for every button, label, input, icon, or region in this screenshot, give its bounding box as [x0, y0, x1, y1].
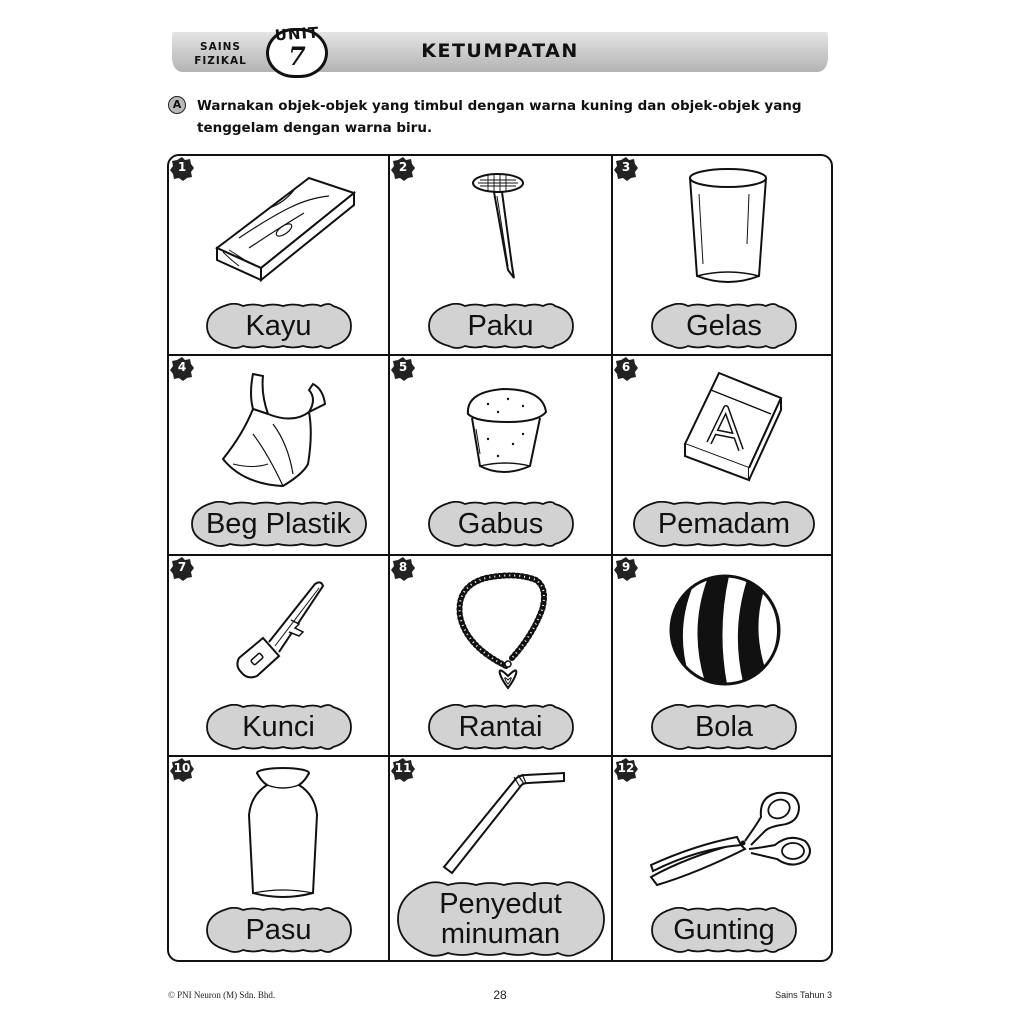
unit-word: UNIT — [274, 23, 320, 45]
item-number: 3 — [621, 160, 631, 174]
instruction-line-1: Warnakan objek-objek yang timbul dengan warna kuning dan objek-objek yang — [197, 98, 802, 114]
straw-icon — [440, 767, 570, 877]
scissors-icon — [647, 787, 817, 892]
cork-icon — [458, 384, 558, 484]
item-number: 11 — [394, 761, 412, 775]
ball-icon — [667, 572, 783, 688]
item-number-badge — [613, 156, 639, 182]
item-label-pill — [205, 303, 353, 349]
item-number-badge — [169, 757, 195, 783]
nail-icon — [468, 166, 538, 286]
item-label: Paku — [467, 310, 534, 342]
subject-label — [183, 40, 258, 68]
plastic-bag-icon — [213, 364, 343, 494]
item-label-line-2: minuman — [440, 918, 561, 950]
item-label: Kayu — [245, 310, 312, 342]
footer-copyright: © PNI Neuron (M) Sdn. Bhd. — [168, 990, 276, 1000]
vase-icon — [243, 765, 323, 900]
page-title: KETUMPATAN — [421, 40, 579, 62]
item-number: 6 — [621, 360, 631, 374]
item-number-badge — [169, 356, 195, 382]
subject-line-1: SAINS — [200, 41, 241, 53]
item-number: 1 — [177, 160, 187, 174]
item-number: 12 — [617, 761, 635, 775]
item-label: Gabus — [457, 508, 544, 540]
item-number-badge — [613, 556, 639, 582]
instruction-line-2: tenggelam dengan warna biru. — [197, 120, 433, 136]
item-number: 5 — [398, 360, 408, 374]
item-cell-rantai[interactable] — [390, 556, 611, 755]
item-label-pill — [650, 907, 798, 953]
item-number-badge — [169, 556, 195, 582]
item-cell-paku[interactable] — [390, 156, 611, 354]
eraser-icon — [671, 368, 791, 493]
item-label-line-1: Penyedut — [439, 888, 562, 920]
item-label-pill — [632, 501, 816, 547]
item-label: Gelas — [686, 310, 762, 342]
item-cell-beg-plastik[interactable] — [169, 356, 388, 554]
item-label-pill — [427, 704, 575, 750]
item-label-pill — [650, 704, 798, 750]
footer-page-number: 28 — [493, 988, 507, 1002]
item-label-pill — [205, 907, 353, 953]
subject-line-2: FIZIKAL — [194, 55, 247, 67]
item-number-badge — [169, 156, 195, 182]
item-cell-gelas[interactable] — [613, 156, 833, 354]
item-label-pill — [205, 704, 353, 750]
item-number: 7 — [177, 560, 187, 574]
item-cell-pasu[interactable] — [169, 757, 388, 962]
item-cell-kayu[interactable] — [169, 156, 388, 354]
item-number: 4 — [177, 360, 187, 374]
glass-icon — [683, 164, 773, 289]
item-cell-bola[interactable] — [613, 556, 833, 755]
item-cell-penyedut-minuman[interactable] — [390, 757, 611, 962]
item-label: Kunci — [242, 711, 315, 743]
item-number-badge — [390, 556, 416, 582]
item-grid — [167, 154, 833, 962]
item-number-badge — [613, 356, 639, 382]
necklace-icon — [446, 566, 556, 696]
item-number: 10 — [173, 761, 191, 775]
item-cell-kunci[interactable] — [169, 556, 388, 755]
wood-plank-icon — [209, 168, 359, 288]
item-label-pill — [427, 501, 575, 547]
item-cell-pemadam[interactable] — [613, 356, 833, 554]
item-label-pill — [427, 303, 575, 349]
item-label-pill — [190, 501, 368, 547]
instruction-text — [197, 95, 807, 139]
key-icon — [233, 576, 333, 686]
item-number: 2 — [398, 160, 408, 174]
unit-number: 7 — [288, 42, 306, 71]
item-label: Pasu — [245, 914, 312, 946]
item-cell-gunting[interactable] — [613, 757, 833, 962]
footer-book-title: Sains Tahun 3 — [775, 990, 832, 1000]
item-cell-gabus[interactable] — [390, 356, 611, 554]
item-label — [396, 881, 606, 957]
item-label: Bola — [694, 711, 754, 743]
item-number-badge — [390, 156, 416, 182]
item-number-badge — [390, 757, 416, 783]
item-label-pill — [396, 881, 606, 957]
item-number: 9 — [621, 560, 631, 574]
item-number: 8 — [398, 560, 408, 574]
item-label: Pemadam — [657, 508, 791, 540]
item-label-pill — [650, 303, 798, 349]
item-label: Beg Plastik — [205, 508, 352, 540]
item-number-badge — [613, 757, 639, 783]
item-label: Rantai — [458, 711, 543, 743]
section-marker: A — [168, 96, 186, 114]
item-label: Gunting — [673, 914, 775, 946]
item-number-badge — [390, 356, 416, 382]
